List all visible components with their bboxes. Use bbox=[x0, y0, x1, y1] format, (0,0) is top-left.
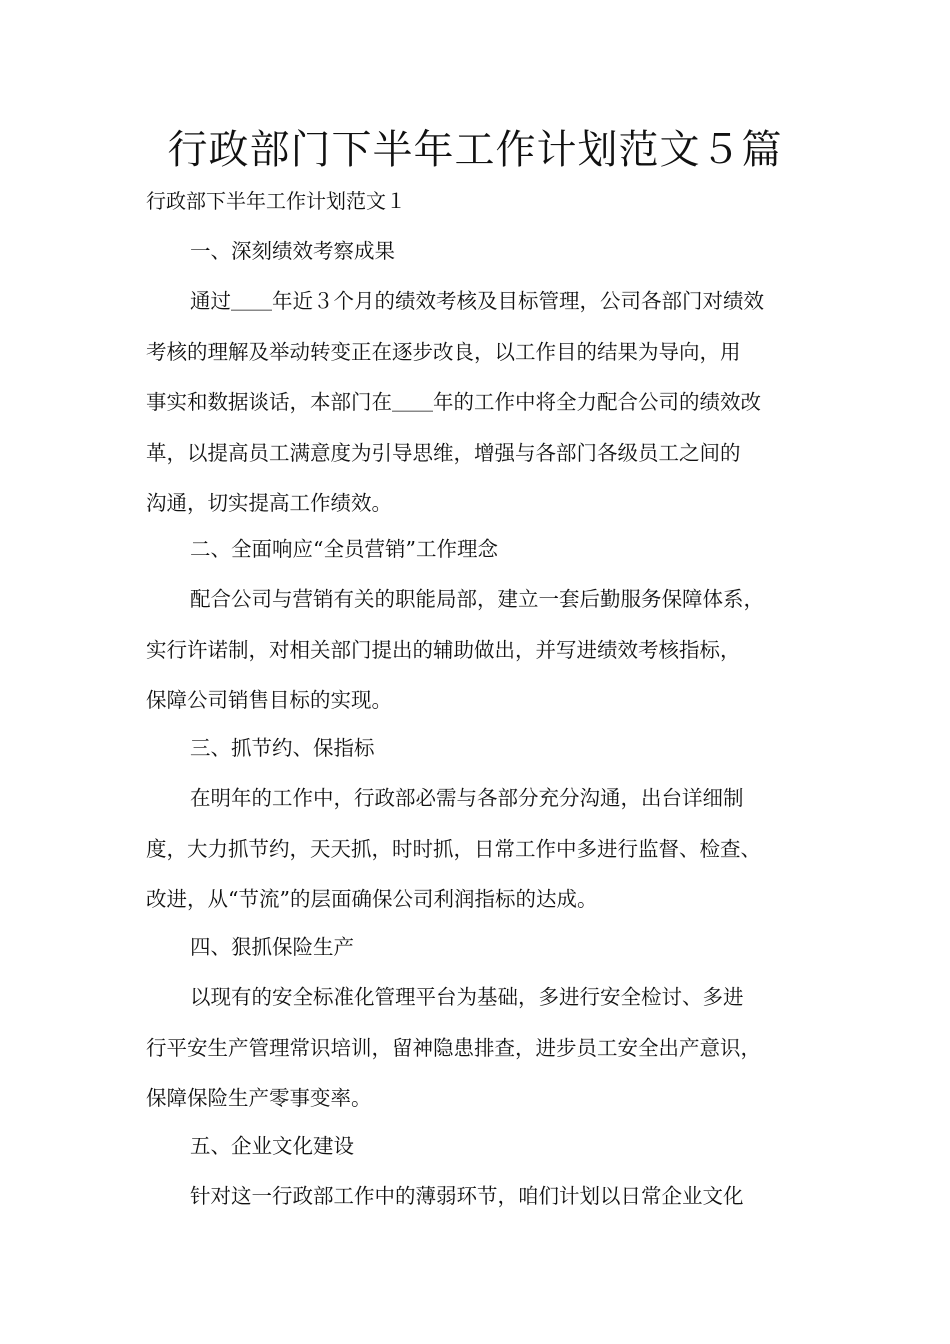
document-subtitle: 行政部下半年工作计划范文１ bbox=[146, 189, 406, 213]
body-line: 针对这一行政部工作中的薄弱环节，咱们计划以日常企业文化 bbox=[190, 1184, 744, 1208]
body-line: 保障公司销售目标的实现。 bbox=[146, 688, 392, 712]
section-body-5 bbox=[146, 1171, 810, 1222]
section-heading-4: 四、狠抓保险生产 bbox=[190, 935, 354, 959]
body-line: 以现有的安全标准化管理平台为基础，多进行安全检讨、多进 bbox=[190, 985, 744, 1009]
body-line: 通过＿＿年近３个月的绩效考核及目标管理，公司各部门对绩效 bbox=[190, 289, 764, 313]
body-line: 保障保险生产零事变率。 bbox=[146, 1086, 372, 1110]
body-line: 改进，从“节流”的层面确保公司利润指标的达成。 bbox=[146, 887, 598, 911]
body-line: 考核的理解及举动转变正在逐步改良，以工作目的结果为导向，用 bbox=[146, 339, 741, 364]
body-line: 沟通，切实提高工作绩效。 bbox=[146, 491, 392, 515]
section-body-4 bbox=[146, 972, 810, 1124]
body-line: 行平安生产管理常识培训，留神隐患排查，进步员工安全出产意识， bbox=[146, 1035, 761, 1060]
body-line: 配合公司与营销有关的职能局部，建立一套后勤服务保障体系， bbox=[190, 587, 764, 611]
body-line: 度，大力抓节约，天天抓，时时抓，日常工作中多进行监督、检查、 bbox=[146, 836, 761, 861]
document-title: 行政部门下半年工作计划范文５篇 bbox=[167, 127, 783, 173]
section-heading-5: 五、企业文化建设 bbox=[190, 1134, 354, 1158]
section-heading-2: 二、全面响应“全员营销”工作理念 bbox=[190, 537, 498, 561]
body-line: 实行许诺制，对相关部门提出的辅助做出，并写进绩效考核指标， bbox=[146, 637, 741, 662]
section-heading-3: 三、抓节约、保指标 bbox=[190, 736, 375, 760]
section-heading-1: 一、深刻绩效考察成果 bbox=[190, 239, 395, 263]
body-line: 革，以提高员工满意度为引导思维，增强与各部门各级员工之间的 bbox=[146, 440, 741, 465]
section-body-2 bbox=[146, 574, 810, 726]
body-line: 事实和数据谈话，本部门在＿＿年的工作中将全力配合公司的绩效改 bbox=[146, 390, 761, 414]
body-line: 在明年的工作中，行政部必需与各部分充分沟通，出台详细制 bbox=[190, 786, 744, 810]
section-body-1 bbox=[146, 276, 810, 529]
section-body-3 bbox=[146, 773, 810, 925]
